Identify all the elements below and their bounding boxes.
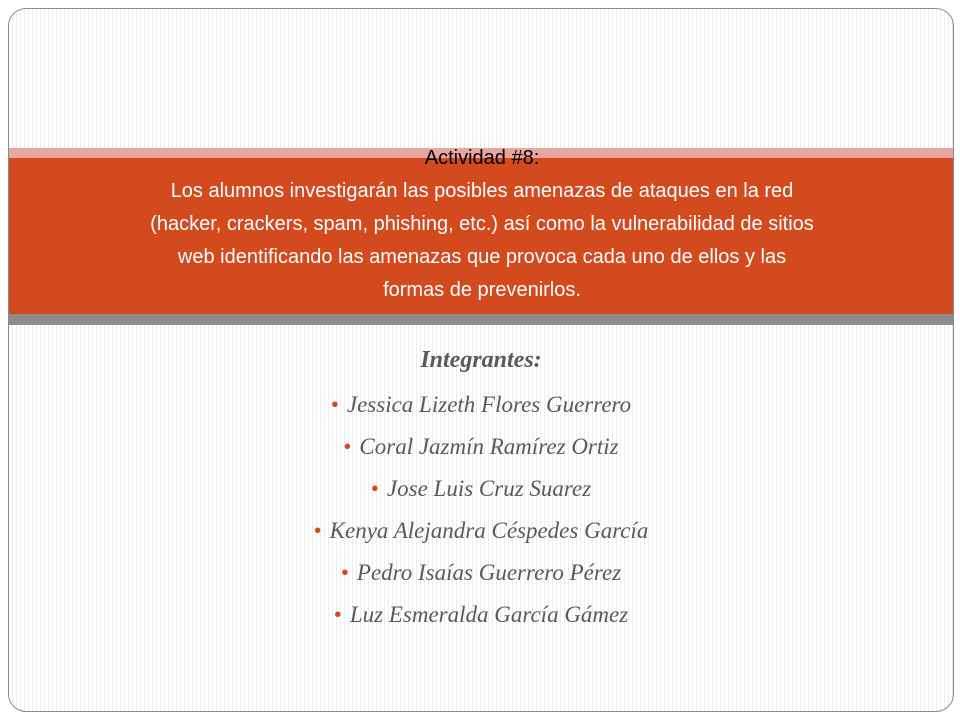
member-name: Jessica Lizeth Flores Guerrero (346, 392, 632, 417)
activity-description (39, 142, 925, 307)
members-section (9, 342, 953, 636)
member-item (9, 552, 953, 594)
member-item (9, 384, 953, 426)
band-bottom-strip (9, 314, 953, 325)
bullet-icon: • (333, 602, 342, 627)
description-line-4: formas de prevenirlos. (383, 279, 581, 301)
member-item (9, 594, 953, 636)
member-name: Luz Esmeralda García Gámez (349, 602, 629, 627)
description-line-1: Los alumnos investigarán las posibles amenazas de ataques en la red (170, 180, 794, 202)
bullet-icon: • (340, 560, 349, 585)
member-name: Pedro Isaías Guerrero Pérez (356, 560, 622, 585)
member-name: Kenya Alejandra Céspedes García (329, 518, 649, 543)
slide (8, 8, 954, 712)
bullet-icon: • (370, 476, 379, 501)
member-item (9, 468, 953, 510)
description-line-2: (hacker, crackers, spam, phishing, etc.) así como la vulnerabilidad de sitios (150, 213, 814, 235)
member-name: Coral Jazmín Ramírez Ortiz (359, 434, 619, 459)
member-item (9, 510, 953, 552)
bullet-icon: • (330, 392, 339, 417)
bullet-icon: • (343, 434, 352, 459)
activity-title: Actividad #8: (424, 147, 540, 169)
members-heading: Integrantes: (420, 347, 542, 373)
members-list (9, 384, 953, 636)
description-line-3: web identificando las amenazas que provoca cada uno de ellos y las (177, 246, 787, 268)
member-item (9, 426, 953, 468)
member-name: Jose Luis Cruz Suarez (386, 476, 592, 501)
bullet-icon: • (313, 518, 322, 543)
